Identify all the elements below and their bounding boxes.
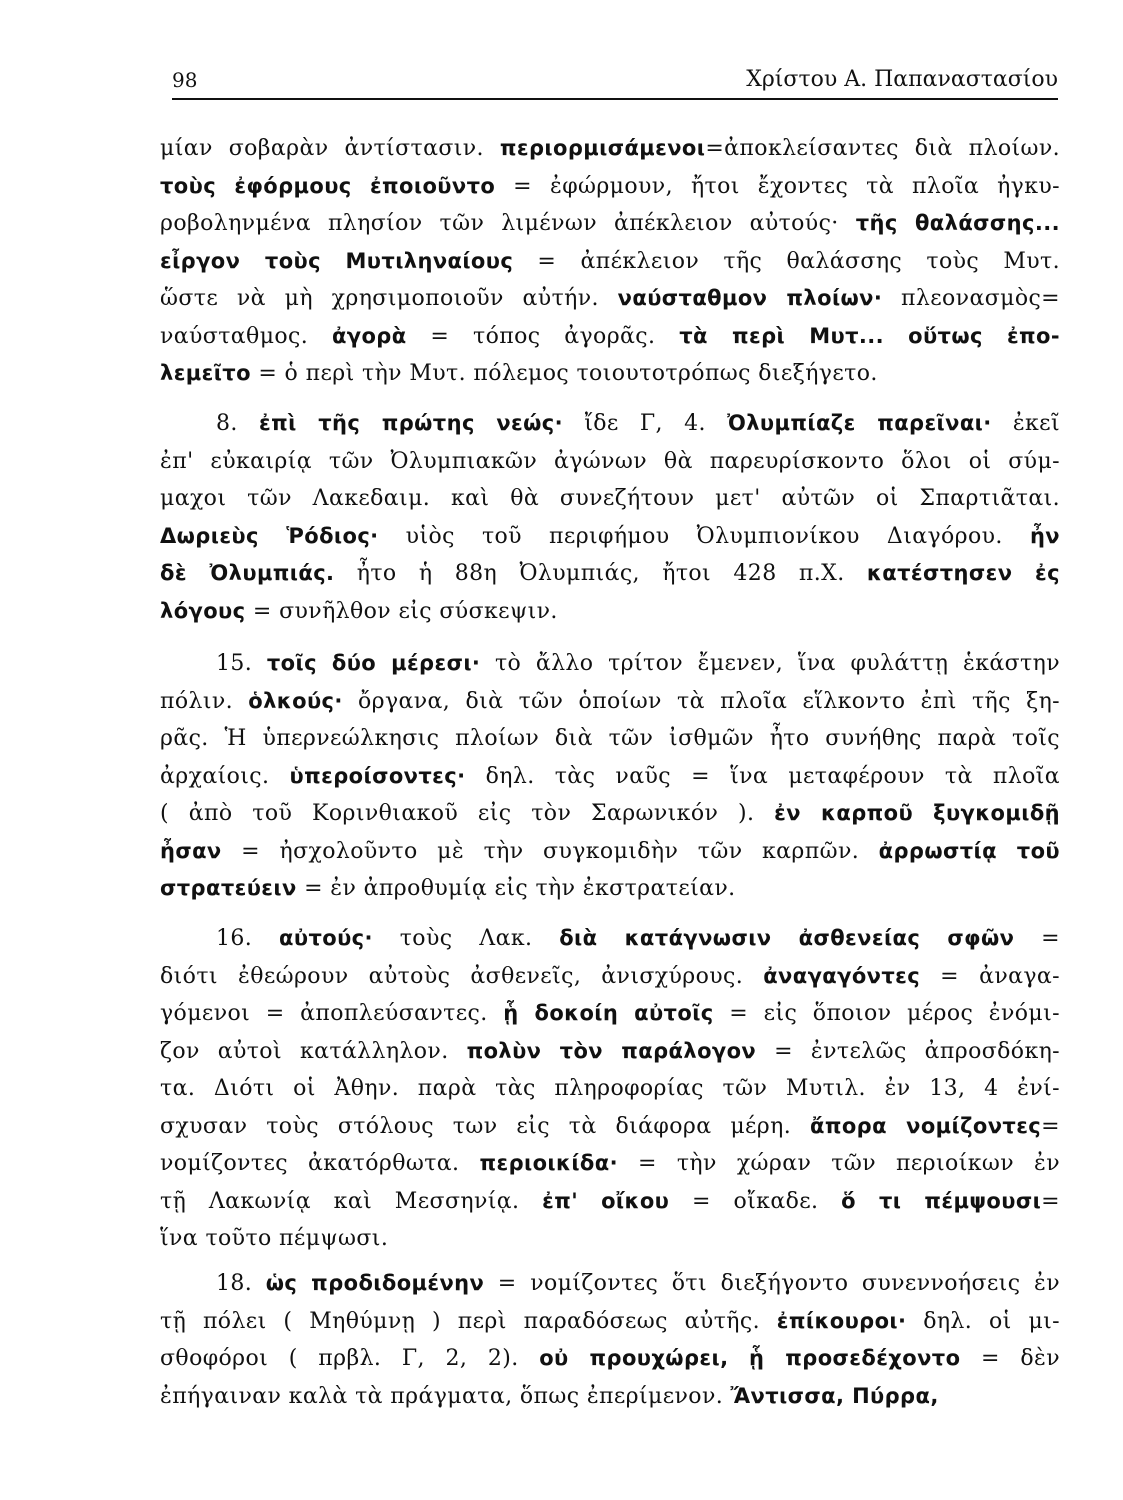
lemma: λόγους	[160, 598, 246, 623]
gloss-text: ἐπ' εὐκαιρίᾳ τῶν Ὀλυμπιακῶν ἀγώνων θὰ παρευρίσκοντο ὅλοι οἱ σύμ-	[160, 448, 1060, 474]
lemma: ἐν καρποῦ ξυγκομιδῇ	[774, 801, 1060, 825]
gloss-text: 18.	[216, 1271, 266, 1296]
gloss-text: ροβοληνμένα πλησίον τῶν λιμένων ἀπέκλειον αὐτούς·	[160, 211, 856, 236]
section-par-8	[160, 405, 1060, 630]
gloss-text: ὥστε νὰ μὴ χρησιμοποιοῦν αὐτήν.	[160, 286, 618, 311]
gloss-text: = ἐντελῶς ἀπροσδόκη-	[756, 1038, 1061, 1064]
text-line	[160, 593, 1060, 631]
gloss-text: 15.	[216, 651, 267, 676]
gloss-text: υἱὸς τοῦ περιφήμου Ὀλυμπιονίκου Διαγόρου.	[378, 523, 1030, 549]
text-line	[160, 920, 1060, 958]
text-line	[160, 518, 1060, 556]
gloss-text: ἐπήγαιναν καλὰ τὰ πράγματα, ὅπως ἐπερίμενον.	[160, 1383, 731, 1409]
page-number: 98	[172, 68, 198, 92]
text-line	[160, 280, 1060, 318]
text-line	[160, 720, 1060, 758]
lemma: ἦν	[1029, 523, 1060, 548]
lemma: ἀγορὰ	[331, 323, 407, 348]
text-line	[160, 1033, 1060, 1071]
text-line	[160, 1183, 1060, 1221]
lemma: πολὺν τὸν παράλογον	[466, 1038, 757, 1063]
lemma: δὲ Ὀλυμπιάς.	[160, 561, 335, 585]
gloss-text: ρᾶς. Ἡ ὑπερνεώλκησις πλοίων διὰ τῶν ἰσθμῶν ἦτο συνήθης παρὰ τοῖς	[160, 726, 1060, 751]
gloss-text: = δὲν	[960, 1346, 1060, 1371]
gloss-text: ( ἀπὸ τοῦ Κορινθιακοῦ εἰς τὸν Σαρωνικόν ).	[160, 801, 775, 826]
lemma: τοὺς ἐφόρμους ἐποιοῦντο	[160, 173, 496, 198]
lemma: ᾗ προσεδέχοντο	[749, 1346, 961, 1370]
gloss-text: ἦτο ἡ 88η Ὀλυμπιάς, ἤτοι 428 π.Χ.	[334, 561, 867, 586]
text-line	[160, 1265, 1060, 1303]
text-line	[160, 205, 1060, 243]
gloss-text: = τόπος ἀγορᾶς.	[406, 323, 680, 349]
gloss-text: = συνῆλθον εἰς σύσκεψιν.	[245, 598, 558, 624]
text-line	[160, 645, 1060, 683]
gloss-text: ἐκεῖ	[991, 411, 1061, 436]
text-line	[160, 833, 1060, 871]
lemma: τοῖς δύο μέρεσι·	[266, 651, 481, 675]
gloss-text: ἴδε Γ, 4.	[563, 411, 728, 436]
lemma: τῆς θαλάσσης...	[855, 211, 1060, 235]
gloss-text: = οἴκαδε.	[669, 1188, 842, 1214]
gloss-text: τῇ Λακωνίᾳ καὶ Μεσσηνίᾳ.	[160, 1188, 543, 1214]
gloss-text: = ἐφώρμουν, ἤτοι ἔχοντες τὰ πλοῖα ἠγκυ-	[495, 173, 1060, 199]
lemma: ἐπ' οἴκου	[542, 1188, 670, 1213]
gloss-text: διότι ἐθεώρουν αὐτοὺς ἀσθενεῖς, ἀνισχύρους.	[160, 963, 764, 989]
gloss-text: μαχοι τῶν Λακεδαιμ. καὶ θὰ συνεζήτουν μετ' αὐτῶν οἱ Σπαρτιᾶται.	[160, 486, 1060, 511]
section-par-18	[160, 1265, 1060, 1415]
gloss-text: πλεονασμὸς=	[882, 286, 1061, 311]
text-line	[160, 1303, 1060, 1341]
text-line	[160, 795, 1060, 833]
lemma: ἀναγαγόντες	[763, 963, 921, 988]
section-par-16	[160, 920, 1060, 1258]
text-line	[160, 405, 1060, 443]
lemma: ὑπεροίσοντες·	[289, 763, 466, 788]
gloss-text: ἵνα τοῦτο πέμψωσι.	[160, 1226, 389, 1251]
text-line	[160, 243, 1060, 281]
text-line	[160, 1378, 1060, 1416]
lemma: ὁλκούς·	[248, 688, 343, 713]
gloss-text: = ὁ περὶ τὴν Μυτ. πόλεμος τοιουτοτρόπως διεξήγετο.	[250, 361, 878, 386]
lemma: ἐπὶ τῆς πρώτης νεώς·	[259, 411, 563, 435]
gloss-text: = ἀναγα-	[920, 963, 1061, 989]
text-line	[160, 443, 1060, 481]
text-line	[160, 1145, 1060, 1183]
lemma: περιοικίδα·	[479, 1151, 618, 1175]
gloss-text: = νομίζοντες ὅτι διεξήγοντο συνεννοήσεις ἐν	[484, 1271, 1060, 1296]
gloss-text: σχυσαν τοὺς στόλους των εἰς τὰ διάφορα μέρη.	[160, 1113, 810, 1139]
lemma: Ἄντισσα, Πύρρα,	[730, 1383, 939, 1408]
gloss-text: τοὺς Λακ.	[372, 926, 560, 951]
section-intro	[160, 130, 1060, 393]
text-line	[160, 1070, 1060, 1108]
gloss-text	[728, 1346, 749, 1371]
gloss-text: 16.	[216, 926, 280, 951]
gloss-text: = εἰς ὅποιον μέρος ἐνόμι-	[713, 1001, 1060, 1026]
lemma: διὰ κατάγνωσιν ἀσθενείας σφῶν	[559, 926, 1015, 950]
gloss-text: = ἀπέκλειον τῆς θαλάσσης τοὺς Μυτ.	[513, 248, 1060, 274]
lemma: στρατεύειν	[160, 876, 297, 900]
lemma: ναύσταθμον πλοίων·	[617, 286, 883, 310]
gloss-text: ὄργανα, διὰ τῶν ὁποίων τὰ πλοῖα εἵλκοντο ἐπὶ τῆς ξη-	[342, 688, 1061, 714]
text-line	[160, 1220, 1060, 1258]
gloss-text: δηλ. τὰς ναῦς = ἵνα μεταφέρουν τὰ πλοῖα	[465, 763, 1060, 789]
gloss-text: =	[1041, 1113, 1061, 1139]
gloss-text: = ἐν ἀπροθυμίᾳ εἰς τὴν ἐκστρατείαν.	[296, 876, 736, 901]
text-line	[160, 480, 1060, 518]
lemma: ὡς προδιδομένην	[265, 1271, 485, 1295]
text-line	[160, 130, 1060, 168]
text-line	[160, 1340, 1060, 1378]
text-line	[160, 683, 1060, 721]
gloss-text: =	[1041, 1188, 1061, 1214]
gloss-text: σθοφόροι ( πρβλ. Γ, 2, 2).	[160, 1346, 540, 1371]
running-header	[172, 58, 1058, 100]
lemma: ἀρρωστίᾳ τοῦ	[878, 838, 1060, 863]
section-par-15	[160, 645, 1060, 908]
text-line	[160, 355, 1060, 393]
text-line	[160, 555, 1060, 593]
lemma: ἐπίκουροι·	[776, 1308, 907, 1333]
gloss-text: ζον αὐτοὶ κατάλληλον.	[160, 1038, 467, 1064]
gloss-text: μίαν σοβαρὰν ἀντίστασιν.	[160, 136, 500, 161]
gloss-text: ναύσταθμος.	[160, 323, 332, 349]
text-line	[160, 958, 1060, 996]
running-title: Χρίστου Α. Παπαναστασίου	[746, 67, 1058, 92]
text-line	[160, 995, 1060, 1033]
text-line	[160, 870, 1060, 908]
gloss-text: =	[1014, 926, 1060, 951]
gloss-text: ἀρχαίοις.	[160, 763, 290, 789]
gloss-text: = τὴν χώραν τῶν περιοίκων ἐν	[617, 1151, 1060, 1176]
gloss-text: πόλιν.	[160, 688, 249, 714]
lemma: εἶργον τοὺς Μυτιληναίους	[160, 248, 514, 273]
lemma: κατέστησεν ἐς	[866, 561, 1060, 585]
gloss-text: 8.	[216, 411, 259, 436]
lemma: ᾗ δοκοίη αὐτοῖς	[503, 1001, 714, 1025]
gloss-text: = ἠσχολοῦντο μὲ τὴν συγκομιδὴν τῶν καρπῶν.	[221, 838, 879, 864]
text-line	[160, 758, 1060, 796]
lemma: αὐτούς·	[279, 926, 373, 950]
gloss-text: =ἀποκλείσαντες διὰ πλοίων.	[705, 136, 1060, 161]
lemma: Δωριεὺς Ῥόδιος·	[160, 523, 379, 548]
text-line	[160, 1108, 1060, 1146]
gloss-text: νομίζοντες ἀκατόρθωτα.	[160, 1151, 480, 1176]
lemma: τὰ περὶ Μυτ... οὕτως ἐπο-	[679, 323, 1060, 348]
lemma: ἦσαν	[160, 838, 222, 863]
lemma: περιορμισάμενοι	[499, 136, 706, 160]
gloss-text: τα. Διότι οἱ Ἀθην. παρὰ τὰς πληροφορίας τῶν Μυτιλ. ἐν 13, 4 ἐνί-	[160, 1076, 1060, 1101]
gloss-text: γόμενοι = ἀποπλεύσαντες.	[160, 1001, 504, 1026]
text-line	[160, 318, 1060, 356]
lemma: οὐ προυχώρει,	[539, 1346, 729, 1370]
lemma: ἄπορα νομίζοντες	[810, 1113, 1042, 1138]
lemma: ὅ τι πέμψουσι	[841, 1188, 1042, 1213]
lemma: λεμεῖτο	[160, 361, 251, 385]
gloss-text: τῇ πόλει ( Μηθύμνῃ ) περὶ παραδόσεως αὐτῆς.	[160, 1308, 777, 1334]
gloss-text: τὸ ἄλλο τρίτον ἔμενεν, ἵνα φυλάττῃ ἑκάστην	[480, 651, 1060, 676]
text-line	[160, 168, 1060, 206]
lemma: Ὀλυμπίαζε παρεῖναι·	[727, 411, 992, 435]
gloss-text: δηλ. οἱ μι-	[906, 1308, 1060, 1334]
